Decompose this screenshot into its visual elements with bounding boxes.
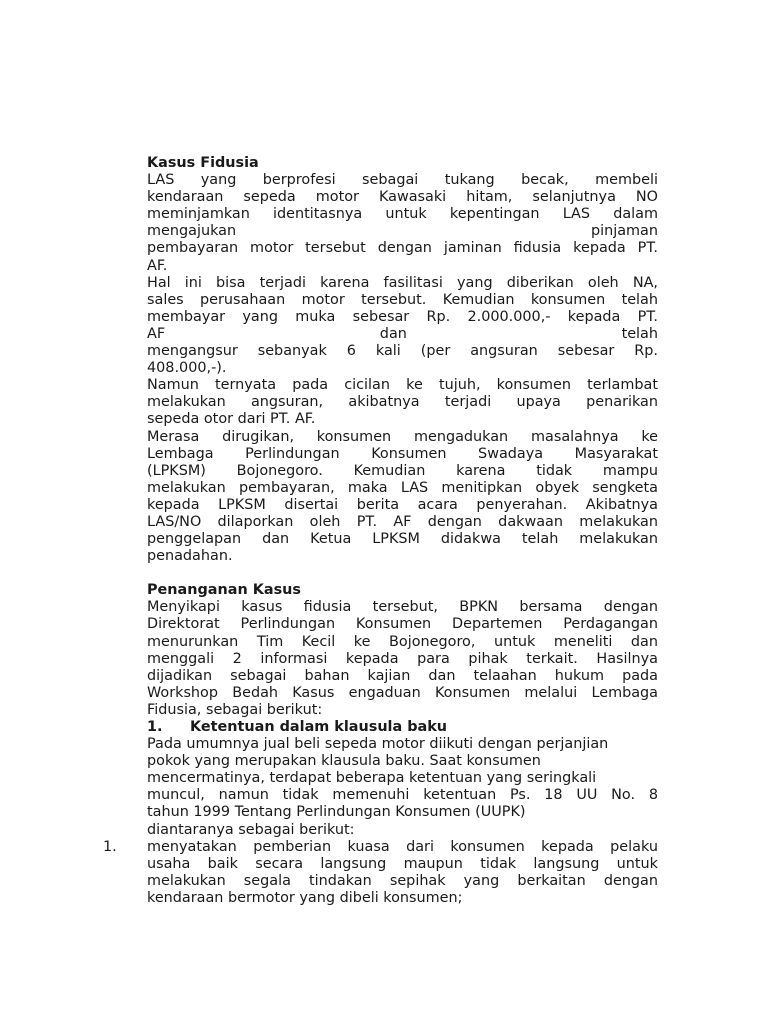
text-line: pembayaran motor tersebut dengan jaminan fidusia kepada PT.: [147, 240, 658, 257]
text-line: AF.: [147, 257, 168, 274]
list-item: [103, 838, 658, 907]
text-line: muncul, namun tidak memenuhi ketentuan Ps. 18 UU No. 8: [147, 787, 658, 804]
text-line: menggali 2 informasi kepada para pihak terkait. Hasilnya: [147, 650, 658, 667]
text-line: kepada LPKSM disertai berita acara penyerahan. Akibatnya: [147, 496, 658, 513]
text-line: dijadikan sebagai bahan kajian dan telaahan hukum pada: [147, 667, 658, 684]
text-line: mencermatinya, terdapat beberapa ketentuan yang seringkali: [147, 770, 597, 787]
list-item-text: [147, 839, 658, 907]
text-line: melakukan angsuran, akibatnya terjadi upaya penarikan: [147, 394, 658, 411]
text-line: AF dan telah: [147, 325, 658, 342]
text-line: Direktorat Perlindungan Konsumen Departemen Perdagangan: [147, 616, 658, 633]
handling-paragraph: [147, 599, 658, 719]
text-line: 408.000,-).: [147, 360, 227, 377]
text-line: Menyikapi kasus fidusia tersebut, BPKN bersama dengan: [147, 599, 658, 616]
text-line: LAS yang berprofesi sebagai tukang becak, membeli: [147, 172, 658, 189]
text-line: menurunkan Tim Kecil ke Bojonegoro, untuk meneliti dan: [147, 633, 658, 650]
text-line: mengangsur sebanyak 6 kali (per angsuran sebesar Rp.: [147, 343, 658, 360]
text-line: Namun ternyata pada cicilan ke tujuh, konsumen terlambat: [147, 377, 658, 394]
text-line: membayar yang muka sebesar Rp. 2.000.000,- kepada PT.: [147, 308, 658, 325]
subsection-heading: [147, 719, 658, 736]
list-item-marker: 1.: [103, 838, 117, 855]
text-line: Workshop Bedah Kasus engaduan Konsumen melalui Lembaga: [147, 684, 658, 701]
text-line: usaha baik secara langsung maupun tidak langsung untuk: [147, 855, 658, 872]
text-line: Lembaga Perlindungan Konsumen Swadaya Masyarakat: [147, 445, 658, 462]
subsection-title: Ketentuan dalam klausula baku: [190, 719, 448, 735]
text-line: LAS/NO dilaporkan oleh PT. AF dengan dakwaan melakukan: [147, 513, 658, 530]
text-line: tahun 1999 Tentang Perlindungan Konsumen (UUPK): [147, 804, 526, 821]
document-body: [103, 155, 658, 907]
text-line: sepeda otor dari PT. AF.: [147, 411, 316, 428]
text-line: melakukan segala tindakan sepihak yang berkaitan dengan: [147, 872, 658, 889]
case-paragraphs: [147, 172, 658, 565]
text-line: Merasa dirugikan, konsumen mengadukan masalahnya ke: [147, 428, 658, 445]
text-line: kendaraan bermotor yang dibeli konsumen;: [147, 889, 463, 906]
text-line: (LPKSM) Bojonegoro. Kemudian karena tidak mampu: [147, 462, 658, 479]
case-title: Kasus Fidusia: [147, 155, 259, 171]
text-line: melakukan pembayaran, maka LAS menitipkan obyek sengketa: [147, 479, 658, 496]
text-line: kendaraan sepeda motor Kawasaki hitam, selanjutnya NO: [147, 189, 658, 206]
text-line: Pada umumnya jual beli sepeda motor diikuti dengan perjanjian: [147, 736, 609, 753]
text-line: Hal ini bisa terjadi karena fasilitasi yang diberikan oleh NA,: [147, 274, 658, 291]
text-line: Fidusia, sebagai berikut:: [147, 701, 323, 718]
section-spacer: [147, 565, 658, 582]
text-line: penadahan.: [147, 548, 233, 565]
handling-title: Penanganan Kasus: [147, 582, 301, 599]
text-line: penggelapan dan Ketua LPKSM didakwa telah melakukan: [147, 531, 658, 548]
text-line: pokok yang merupakan klausula baku. Saat konsumen: [147, 753, 541, 770]
text-line: sales perusahaan motor tersebut. Kemudian konsumen telah: [147, 291, 658, 308]
text-line: meminjamkan identitasnya untuk kepentingan LAS dalam: [147, 206, 658, 223]
subsection-number: 1.: [147, 719, 163, 735]
text-line: diantaranya sebagai berikut:: [147, 821, 355, 838]
subsection-paragraph: [147, 736, 658, 839]
text-line: menyatakan pemberian kuasa dari konsumen kepada pelaku: [147, 838, 658, 855]
text-line: mengajukan pinjaman: [147, 223, 658, 240]
